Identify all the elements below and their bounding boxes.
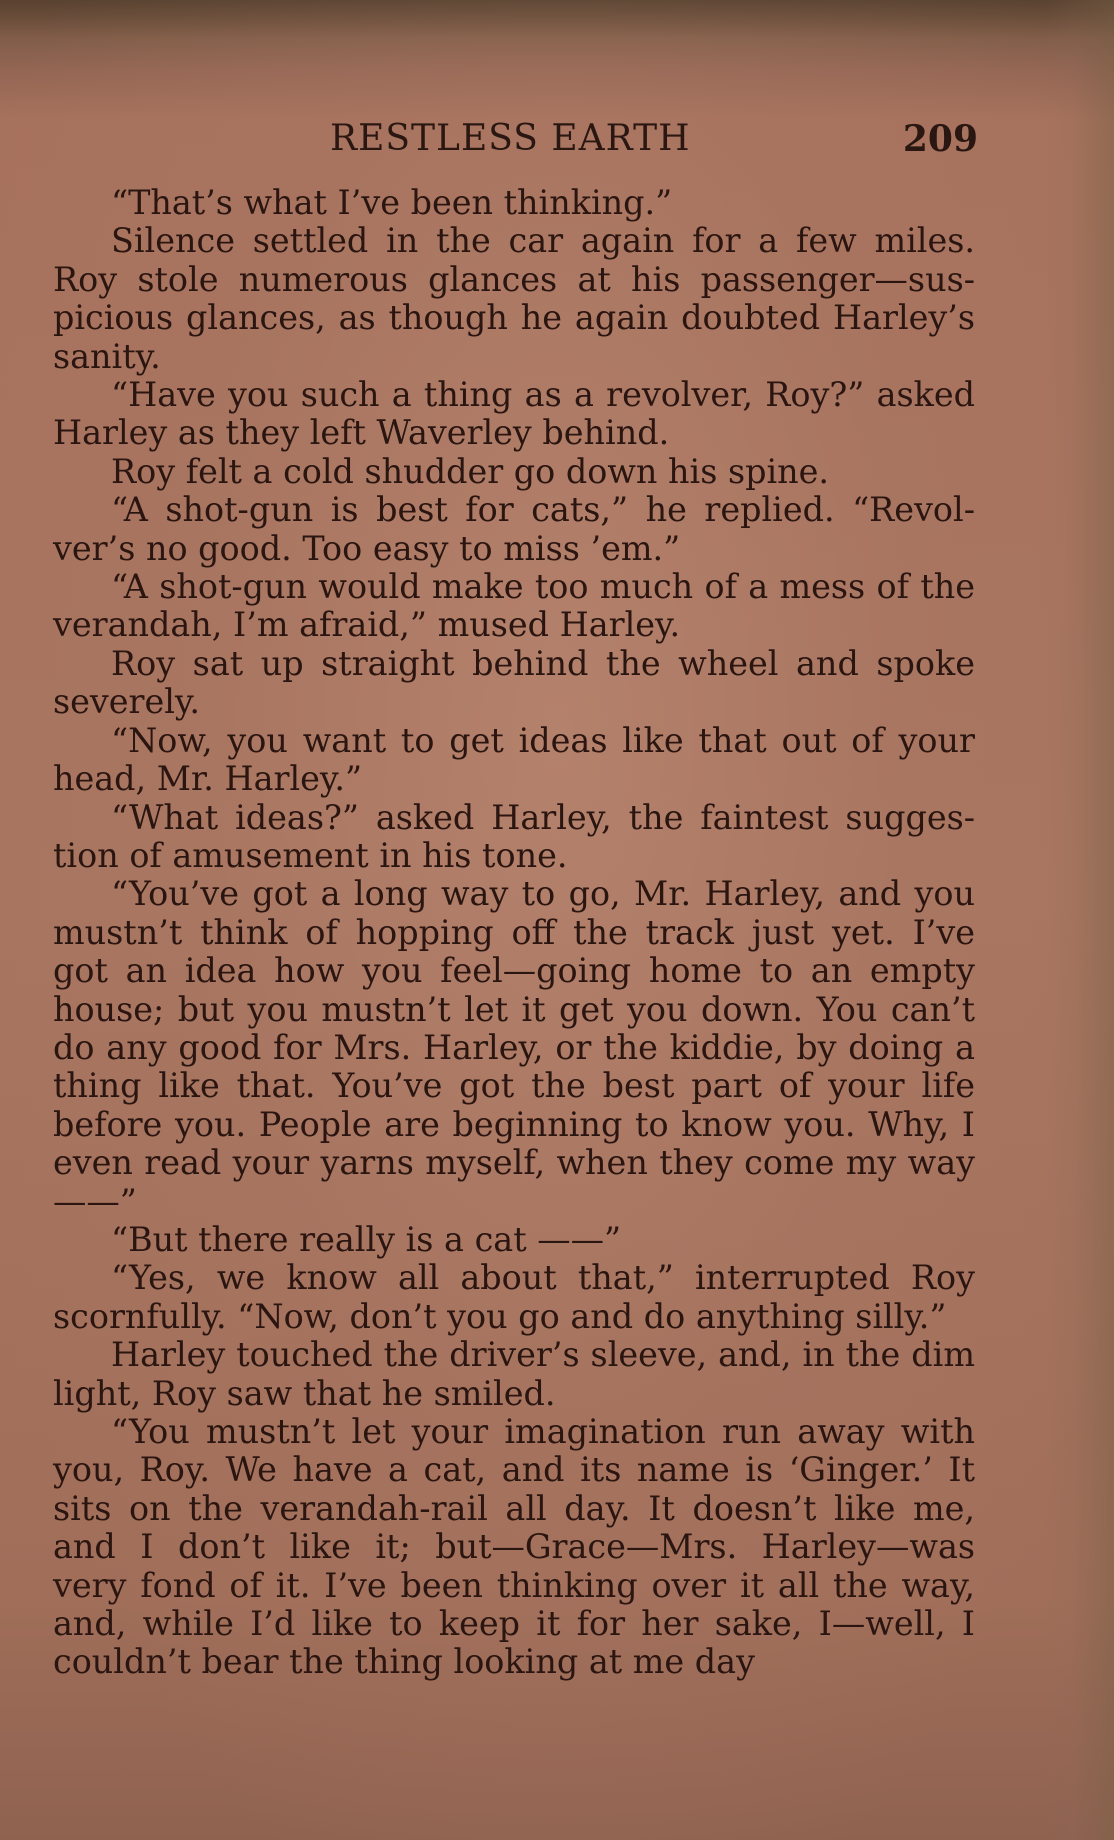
page-right-edge-shadow — [1044, 0, 1114, 1840]
paragraph: “Have you such a thing as a revolver, Roy?” asked Harley as they left Waverley behind. — [53, 375, 975, 453]
paragraph: “You’ve got a long way to go, Mr. Harley, and you mustn’t think of hopping off the track just yet. I’ve got an idea how you feel—going home to an empty house; but you mustn’t let it get you down. You can’t do any good for Mrs. Harley, or the kiddie, by doing a thing like that. You’ve got the best part of your life before you. People are beginning to know you. Why, I even read your yarns myself, when they come my way——” — [53, 874, 975, 1221]
paragraph: “A shot-gun would make too much of a mess of the verandah, I’m afraid,” mused Harley. — [53, 567, 975, 645]
paragraph: Silence settled in the car again for a few miles. Roy stole numerous glances at his passenger—sus-picious glances, as though he again doubted Harley’s sanity. — [53, 221, 975, 376]
running-header — [330, 118, 978, 168]
paragraph: Roy sat up straight behind the wheel and spoke severely. — [53, 643, 975, 722]
paragraph: Harley touched the driver’s sleeve, and, in the dim light, Roy saw that he smiled. — [53, 1335, 975, 1413]
paragraph: “That’s what I’ve been thinking.” — [111, 183, 673, 222]
page-top-edge-shadow — [0, 0, 1114, 70]
paragraph: Roy felt a cold shudder go down his spine. — [111, 451, 830, 491]
running-title: RESTLESS EARTH — [330, 118, 691, 159]
paragraph: “What ideas?” asked Harley, the faintest sugges-tion of amusement in his tone. — [53, 797, 975, 875]
page-number: 209 — [902, 118, 978, 160]
paragraph: “A shot-gun is best for cats,” he replied. “Revol-ver’s no good. Too easy to miss ’em.” — [53, 490, 975, 568]
paragraph: “You mustn’t let your imagination run away with you, Roy. We have a cat, and its name is ‘Ginger.’ It sits on the verandah-rail all day. It doesn’t like me, and I don’t like it; but—Grace—Mrs. Harley—was very fond of it. I’ve been thinking over it all the way, and, while I’d like to keep it for her sake, I—well, I couldn’t bear the thing looking at me day — [53, 1412, 975, 1682]
paragraph: “But there really is a cat ——” — [111, 1219, 622, 1259]
paragraph: “Yes, we know all about that,” interrupted Roy scornfully. “Now, don’t you go and do anything silly.” — [53, 1258, 975, 1336]
paragraph: “Now, you want to get ideas like that out of your head, Mr. Harley.” — [53, 720, 975, 799]
body-text — [53, 184, 975, 1682]
